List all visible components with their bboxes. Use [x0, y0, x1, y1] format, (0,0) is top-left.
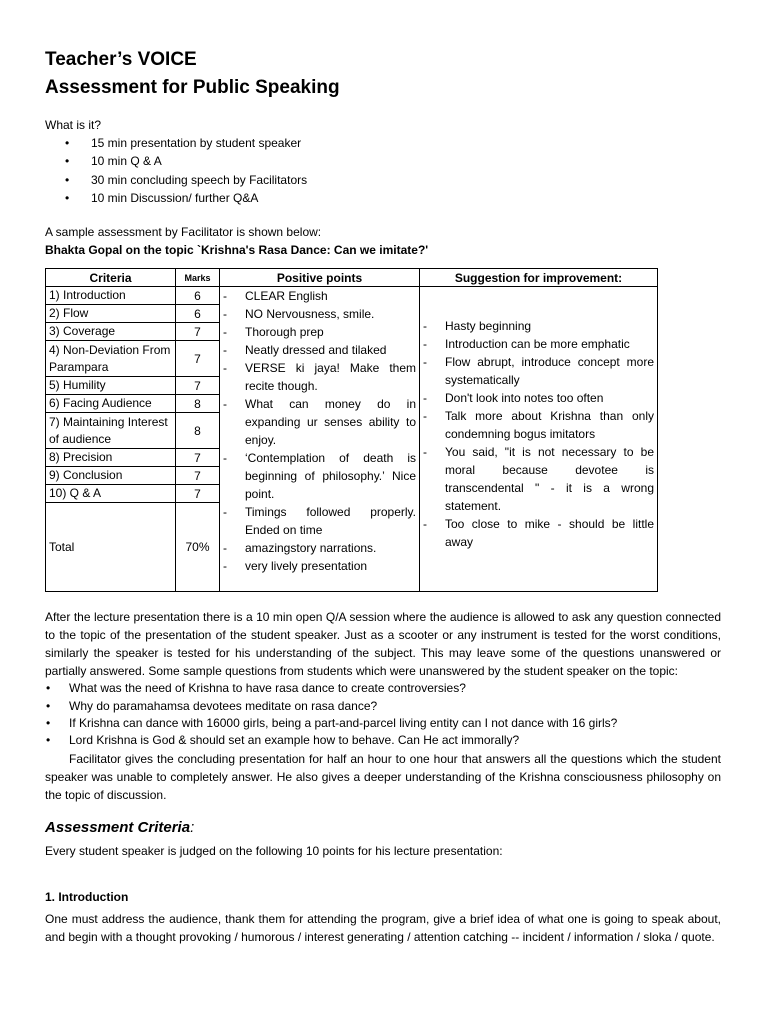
marks-cell: 7 — [176, 341, 220, 377]
marks-cell: 6 — [176, 305, 220, 323]
list-item: - amazingstory narrations. — [223, 539, 416, 557]
list-item: • If Krishna can dance with 16000 girls, being a part-and-parcel living entity can I not dance with 16 girls? — [69, 715, 721, 732]
list-item: • 10 min Discussion/ further Q&A — [91, 189, 721, 207]
positive-points-list — [223, 287, 416, 575]
sample-topic: Bhakta Gopal on the topic `Krishna's Rasa Dance: Can we imitate?' — [45, 243, 429, 258]
table-header-row — [46, 269, 658, 287]
marks-cell: 8 — [176, 395, 220, 413]
suggestions-cell — [420, 287, 658, 592]
list-item: - Timings followed properly. Ended on time — [223, 503, 416, 539]
heading-text: Assessment Criteria — [45, 818, 191, 836]
list-item: - ‘Contemplation of death is beginning of philosophy.’ Nice point. — [223, 449, 416, 503]
assessment-criteria-heading — [45, 818, 721, 838]
heading-colon: : — [190, 818, 195, 836]
criterion-1-title: 1. Introduction — [45, 889, 129, 904]
list-item: - Flow abrupt, introduce concept more systematically — [423, 353, 654, 389]
unanswered-questions-list — [45, 680, 721, 750]
list-item: - Talk more about Krishna than only condemning bogus imitators — [423, 407, 654, 443]
list-item: • Why do paramahamsa devotees meditate on rasa dance? — [69, 698, 721, 715]
what-is-it-label: What is it? — [45, 118, 102, 132]
list-item: • 15 min presentation by student speaker — [91, 134, 721, 152]
list-item: • What was the need of Krishna to have rasa dance to create controversies? — [69, 680, 721, 697]
list-item: • 30 min concluding speech by Facilitators — [91, 171, 721, 189]
criterion-1-text: One must address the audience, thank them for attending the program, give a brief idea of what one is going to speak about, and begin with a thought provoking / humorous / interest generating / attention catching -- incident / information / sloka / quote. — [45, 911, 721, 944]
list-item: - very lively presentation — [223, 557, 416, 575]
what-is-it-list — [45, 134, 721, 207]
list-item: - You said, "it is not necessary to be moral because devotee is transcendental " - it is a wrong statement. — [423, 443, 654, 515]
criteria-cell: 9) Conclusion — [46, 467, 176, 485]
criteria-cell: 7) Maintaining Interest of audience — [46, 413, 176, 449]
sample-intro: A sample assessment by Facilitator is shown below: — [45, 225, 322, 240]
after-lecture-paragraph: After the lecture presentation there is a 10 min open Q/A session where the audience is allowed to ask any question connected to the topic of the presentation of the student speaker. Just as a scooter or any instrument is tested for the worst conditions, similarly the speaker is tested for his understanding of the subject. This may leave some of the questions unanswered or partially answered. Some sample questions from students which were unanswered by the student speaker on the topic: — [45, 610, 721, 679]
assessment-table — [45, 268, 658, 592]
criteria-cell: 2) Flow — [46, 305, 176, 323]
doc-title-2: Assessment for Public Speaking — [45, 77, 340, 98]
marks-cell: 7 — [176, 323, 220, 341]
header-marks: Marks — [176, 269, 220, 287]
criteria-cell: 1) Introduction — [46, 287, 176, 305]
criteria-cell: 10) Q & A — [46, 485, 176, 503]
list-item: • Lord Krishna is God & should set an example how to behave. Can He act immorally? — [69, 732, 721, 749]
list-item: - Too close to mike - should be little away — [423, 515, 654, 551]
total-label: Total — [46, 503, 176, 592]
list-item: - Don't look into notes too often — [423, 389, 654, 407]
header-suggestion: Suggestion for improvement: — [420, 269, 658, 287]
doc-title-1: Teacher’s VOICE — [45, 49, 197, 70]
list-item: - Thorough prep — [223, 323, 416, 341]
header-positive: Positive points — [220, 269, 420, 287]
list-item: - Hasty beginning — [423, 317, 654, 335]
list-item: - NO Nervousness, smile. — [223, 305, 416, 323]
criteria-cell: 3) Coverage — [46, 323, 176, 341]
marks-cell: 7 — [176, 485, 220, 503]
list-item: • 10 min Q & A — [91, 152, 721, 170]
list-item: - Neatly dressed and tilaked — [223, 341, 416, 359]
criteria-cell: 5) Humility — [46, 377, 176, 395]
list-item: - What can money do in expanding ur senses ability to enjoy. — [223, 395, 416, 449]
criteria-cell: 4) Non-Deviation From Parampara — [46, 341, 176, 377]
marks-cell: 8 — [176, 413, 220, 449]
facilitator-paragraph: Facilitator gives the concluding presentation for half an hour to one hour that answers all the questions which the student speaker was unable to completely answer. He also gives a deeper understanding of the Krishna consciousness philosophy on the topic of discussion. — [45, 751, 721, 802]
list-item: - CLEAR English — [223, 287, 416, 305]
header-criteria: Criteria — [46, 269, 176, 287]
document-page — [45, 46, 721, 946]
suggestions-list — [423, 317, 654, 551]
positive-points-cell — [220, 287, 420, 592]
marks-cell: 6 — [176, 287, 220, 305]
criteria-intro: Every student speaker is judged on the following 10 points for his lecture presentation: — [45, 843, 503, 858]
list-item: - VERSE ki jaya! Make them recite though. — [223, 359, 416, 395]
criteria-cell: 8) Precision — [46, 449, 176, 467]
marks-cell: 7 — [176, 377, 220, 395]
marks-cell: 7 — [176, 449, 220, 467]
criteria-cell: 6) Facing Audience — [46, 395, 176, 413]
table-row — [46, 287, 658, 305]
list-item: - Introduction can be more emphatic — [423, 335, 654, 353]
marks-cell: 7 — [176, 467, 220, 485]
total-value: 70% — [176, 503, 220, 592]
